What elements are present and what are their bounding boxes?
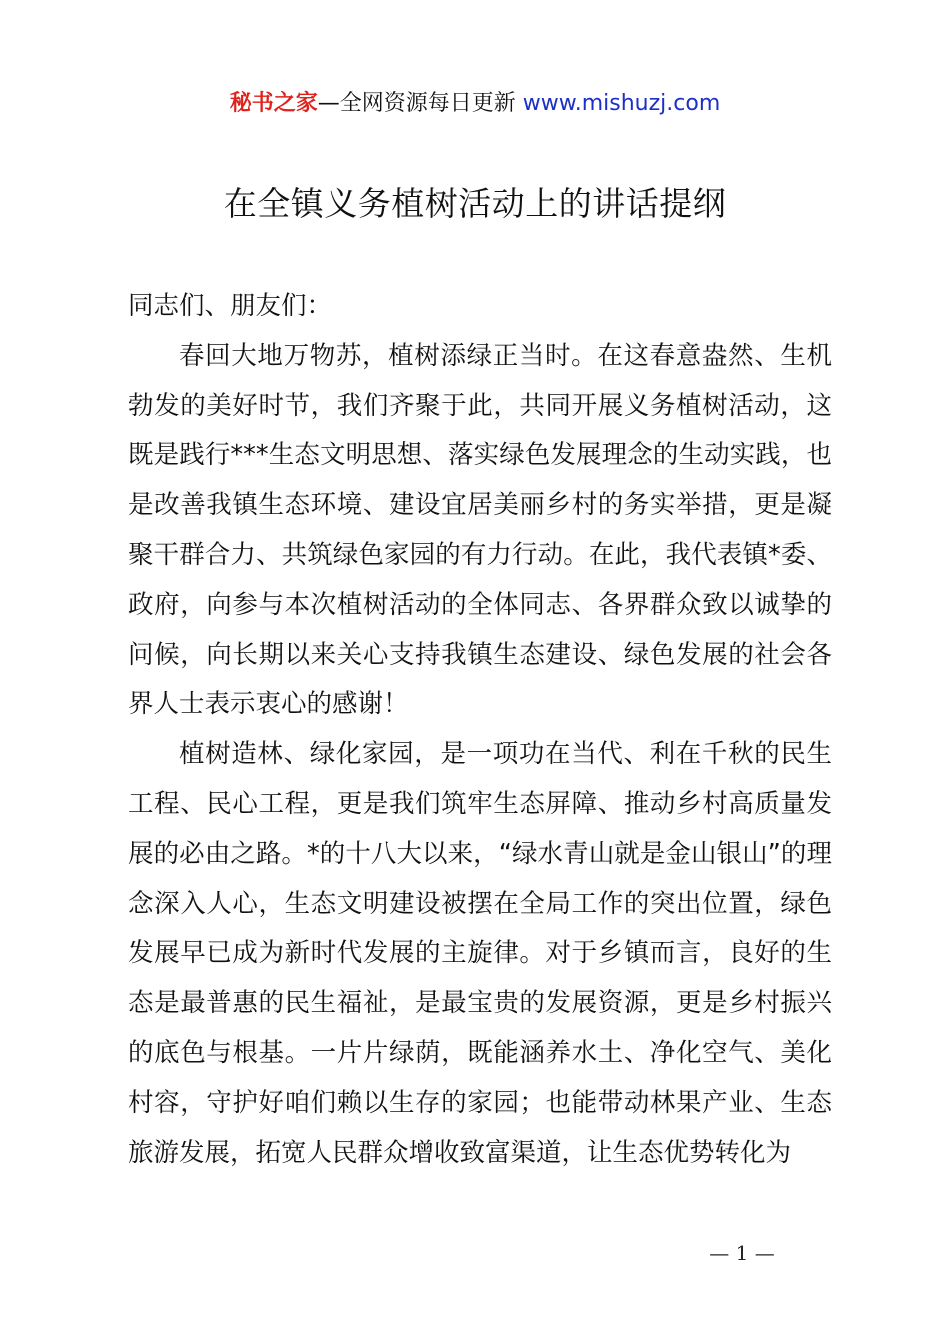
page-number: — 1 — bbox=[709, 1241, 775, 1265]
paragraph-2: 植树造林、绿化家园，是一项功在当代、利在千秋的民生工程、民心工程，更是我们筑牢生态屏障、推动乡村高质量发展的必由之路。*的十八大以来，“绿水青山就是金山银山”的理念深入人心，生态文明建设被摆在全局工作的突出位置，绿色发展早已成为新时代发展的主旋律。对于乡镇而言，良好的生态是最普惠的民生福祉，是最宝贵的发展资源，更是乡村振兴的底色与根基。一片片绿荫，既能涵养水土、净化空气、美化村容，守护好咱们赖以生存的家园；也能带动林果产业、生态旅游发展，拓宽人民群众增收致富渠道，让生态优势转化为 bbox=[128, 739, 832, 1168]
document-body bbox=[128, 282, 832, 1178]
site-slogan: —全网资源每日更新 bbox=[317, 91, 523, 116]
site-url[interactable]: www.mishuzj.com bbox=[522, 91, 721, 116]
site-brand: 秘书之家 bbox=[229, 91, 318, 116]
salutation: 同志们、朋友们： bbox=[128, 291, 333, 321]
paragraph-1: 春回大地万物苏，植树添绿正当时。在这春意盎然、生机勃发的美好时节，我们齐聚于此，共同开展义务植树活动，这既是践行***生态文明思想、落实绿色发展理念的生动实践，也是改善我镇生态环境、建设宜居美丽乡村的务实举措，更是凝聚干群合力、共筑绿色家园的有力行动。在此，我代表镇*委、政府，向参与本次植树活动的全体同志、各界群众致以诚挚的问候，向长期以来关心支持我镇生态建设、绿色发展的社会各界人士表示衷心的感谢！ bbox=[128, 340, 832, 720]
document-title: 在全镇义务植树活动上的讲话提纲 bbox=[223, 184, 727, 223]
site-header bbox=[0, 86, 950, 122]
